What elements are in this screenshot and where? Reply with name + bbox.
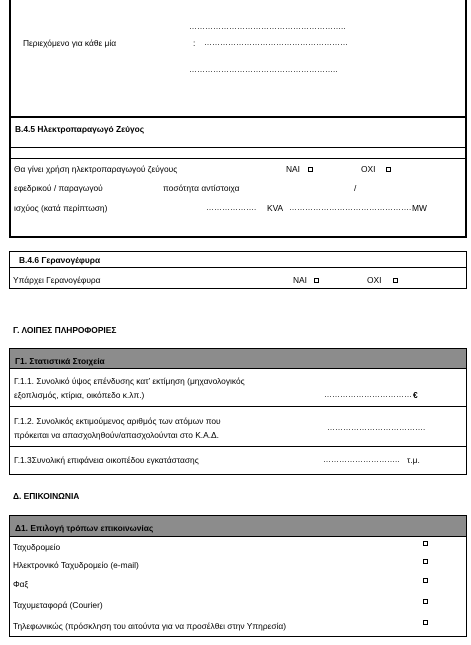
b46-divider (9, 267, 467, 268)
section-g-heading: Γ. ΛΟΙΠΕΣ ΠΛΗΡΟΦΟΡΙΕΣ (13, 325, 117, 335)
content-line-3[interactable]: ……………………………………………….. (189, 65, 338, 74)
option-fax-checkbox[interactable] (423, 578, 428, 583)
option-email-checkbox[interactable] (423, 559, 428, 564)
g13-input[interactable]: ……………………….. (323, 455, 400, 464)
kva-unit: KVA (267, 203, 284, 213)
b45-row2-label: εφεδρικού / παραγωγού (14, 183, 103, 193)
option-post-checkbox[interactable] (423, 541, 428, 546)
g1-title: Γ1. Στατιστικά Στοιχεία (15, 356, 105, 366)
content-line-2[interactable]: ……………………………………………… (204, 38, 348, 47)
content-colon: : (193, 38, 196, 48)
g1-row-divider-1 (9, 406, 467, 407)
b45-row2-slash: / (354, 183, 357, 193)
option-courier: Ταχυμεταφορά (Courier) (13, 600, 103, 610)
b46-no-label: ΟΧΙ (367, 275, 382, 285)
b45-row1-label: Θα γίνει χρήση ηλεκτροπαραγωγού ζεύγους (14, 164, 178, 174)
content-label: Περιεχόμενο για κάθε μία (23, 38, 117, 48)
g11-input[interactable]: …………………………… (324, 390, 412, 399)
mw-unit: MW (412, 203, 427, 213)
b46-no-checkbox[interactable] (393, 278, 398, 283)
g12-line2: πρόκειται να απασχοληθούν/απασχολούνται στο Κ.Α.Δ. (14, 430, 219, 440)
option-post: Ταχυδρομείο (13, 542, 61, 552)
b46-title: B.4.6 Γερανογέφυρα (19, 255, 101, 265)
g13-line1: Γ.1.3Συνολική επιφάνεια οικοπέδου εγκατάστασης (14, 455, 199, 465)
b46-yes-label: ΝΑΙ (293, 275, 307, 285)
b45-no-checkbox[interactable] (386, 167, 391, 172)
kva-input[interactable]: ………………. (206, 203, 257, 212)
option-email: Ηλεκτρονικό Ταχυδρομείο (e-mail) (13, 560, 139, 570)
b45-box (9, 116, 467, 238)
g12-input[interactable]: ………………………………. (327, 423, 426, 432)
mw-input[interactable]: ………………………………………. (289, 203, 412, 212)
b45-title: B.4.5 Ηλεκτροπαραγωγό Ζεύγος (15, 124, 145, 134)
g11-unit: € (413, 390, 418, 400)
option-phone-checkbox[interactable] (423, 620, 428, 625)
b45-row3-label: ισχύος (κατά περίπτωση) (14, 203, 108, 213)
g11-line2: εξοπλισμός, κτίρια, οικόπεδο κ.λπ.) (14, 390, 145, 400)
g12-line1: Γ.1.2. Συνολικός εκτιμούμενος αριθμός των ατόμων που (14, 416, 221, 426)
b45-row2-mid: ποσότητα αντίστοιχα (163, 183, 240, 193)
b45-divider-2 (9, 158, 467, 159)
top-section-box (9, 0, 467, 118)
g13-unit: τ.μ. (407, 455, 420, 465)
b46-yes-checkbox[interactable] (314, 278, 319, 283)
d1-title: Δ1. Επιλογή τρόπων επικοινωνίας (15, 523, 154, 533)
g1-row-divider-2 (9, 446, 467, 447)
option-fax: Φαξ (13, 579, 29, 589)
section-d-heading: Δ. ΕΠΙΚΟΙΝΩΝΙΑ (13, 491, 80, 501)
b45-no-label: ΟΧΙ (361, 164, 376, 174)
option-phone: Τηλεφωνικώς (πρόσκληση του αιτούντα για να προσέλθει στην Υπηρεσία) (13, 621, 286, 631)
b45-divider (9, 147, 467, 148)
content-line-1[interactable]: ………………………………………………….. (189, 22, 346, 31)
option-courier-checkbox[interactable] (423, 599, 428, 604)
b46-row-label: Υπάρχει Γερανογέφυρα (13, 275, 101, 285)
b45-yes-label: ΝΑΙ (286, 164, 300, 174)
b45-yes-checkbox[interactable] (308, 167, 313, 172)
g11-line1: Γ.1.1. Συνολικό ύψος επένδυσης κατ’ εκτίμηση (μηχανολογικός (14, 376, 245, 386)
